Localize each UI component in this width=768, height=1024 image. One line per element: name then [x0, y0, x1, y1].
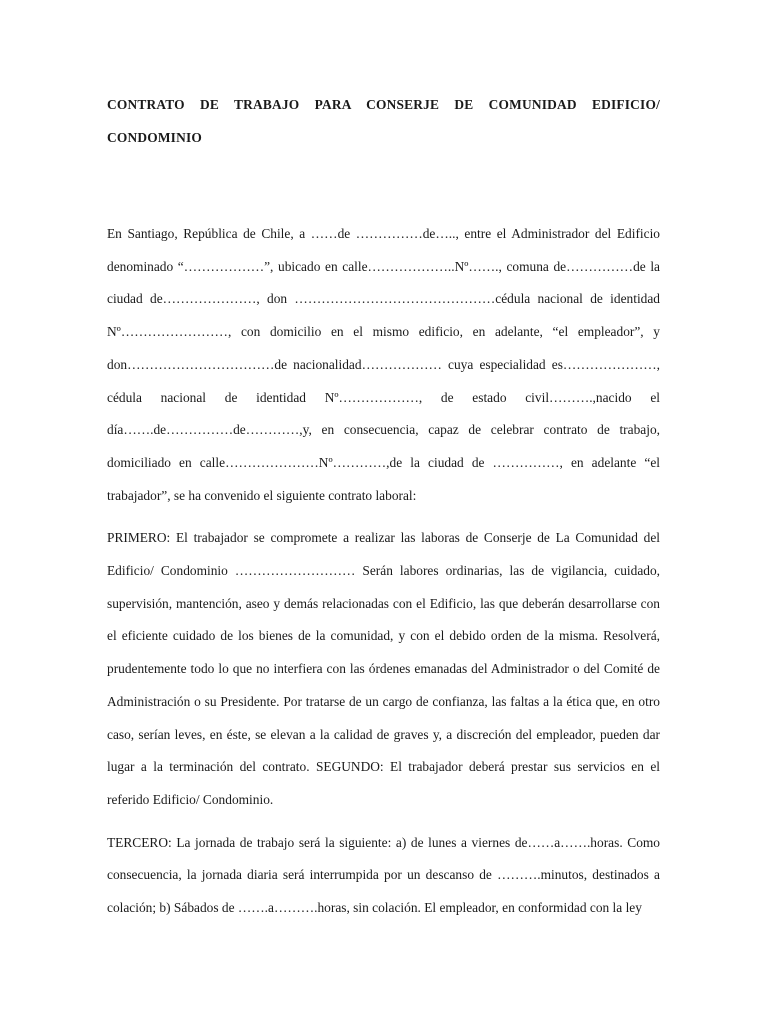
paragraph-intro: En Santiago, República de Chile, a ……de ……………de….., entre el Administrador del Edificio denominado “………………”, ubicado en calle………………..Nº……., comuna de……………de la ciudad de…………………, don ………………………………………cédula nacional de identidad Nº……………………, con domicilio en el mismo edificio, en adelante, “el empleador”, y don……………………………de nacionalidad……………… cuya especialidad es…………………, cédula nacional de identidad Nº………………, de estado civil……….,nacido el día…….de……………de…………,y, en consecuencia, capaz de celebrar contrato de trabajo, domiciliado en calle…………………Nº…………,de la ciudad de ……………, en adelante “el trabajador”, se ha convenido el siguiente contrato laboral: [107, 226, 660, 503]
paragraph-primero: PRIMERO: El trabajador se compromete a realizar las laboras de Conserje de La Comunidad del Edificio/ Condominio ……………………… Serán labores ordinarias, las de vigilancia, cuidado, supervisión, mantención, aseo y demás relacionadas con el Edificio, las que deberán desarrollarse con el eficiente cuidado de los bienes de la comunidad, y con el debido orden de la misma. Resolverá, prudentemente todo lo que no interfiera con las órdenes emanadas del Administrador o del Comité de Administración o su Presidente. Por tratarse de un cargo de confianza, las faltas a la ética que, en otro caso, serían leves, en éste, se elevan a la calidad de graves y, a discreción del empleador, pueden dar lugar a la terminación del contrato. SEGUNDO: El trabajador deberá prestar sus servicios en el referido Edificio/ Condominio. [107, 530, 660, 807]
title-line-1: CONTRATO DE TRABAJO PARA CONSERJE DE COMUNIDAD EDIFICIO/ [107, 97, 660, 112]
document-title [107, 88, 660, 154]
paragraph-tercero: TERCERO: La jornada de trabajo será la siguiente: a) de lunes a viernes de……a…….horas. Como consecuencia, la jornada diaria será interrumpida por un descanso de ……….minutos, destinados a colación; b) Sábados de …….a……….horas, sin colación. El empleador, en conformidad con la ley [107, 834, 660, 916]
title-line-2: CONDOMINIO [107, 130, 202, 145]
document-page [107, 0, 660, 925]
